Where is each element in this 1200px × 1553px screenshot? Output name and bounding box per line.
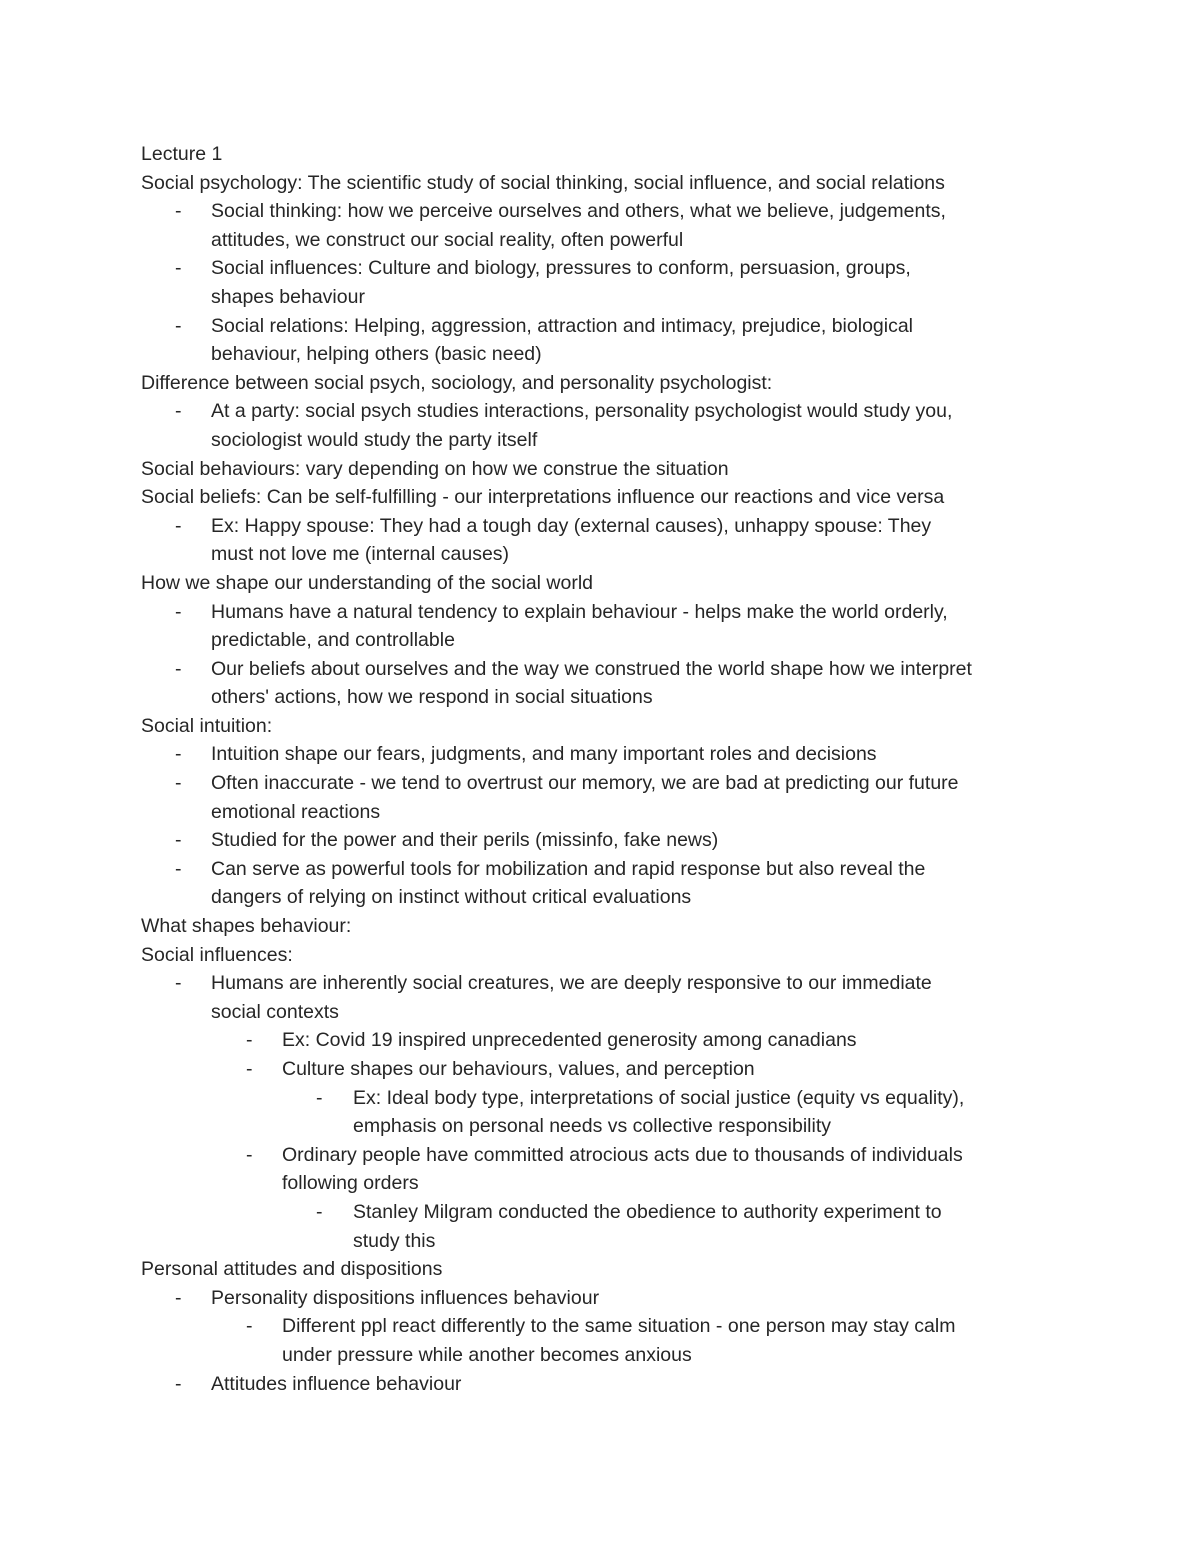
bullet-item-level-2: [141, 1026, 1061, 1055]
bullet-dash-icon: -: [175, 772, 182, 795]
bullet-dash-icon: -: [175, 857, 182, 880]
bullet-text-line: Ex: Covid 19 inspired unprecedented generosity among canadians: [282, 1029, 857, 1052]
bullet-item-level-1: [141, 740, 1061, 769]
bullet-text-line: must not love me (internal causes): [211, 543, 510, 566]
bullet-text-line: Different ppl react differently to the same situation - one person may stay calm: [282, 1315, 956, 1338]
bullet-dash-icon: -: [175, 600, 182, 623]
bullet-text-line: Ex: Happy spouse: They had a tough day (external causes), unhappy spouse: They: [211, 514, 932, 537]
bullet-text-line: dangers of relying on instinct without critical evaluations: [211, 886, 692, 909]
document-page: [141, 140, 1061, 1398]
bullet-text-line: behaviour, helping others (basic need): [211, 343, 542, 366]
bullet-item-level-1: [141, 769, 1061, 826]
bullet-item-level-1: [141, 312, 1061, 369]
bullet-dash-icon: -: [175, 400, 182, 423]
paragraph-line: Social intuition:: [141, 714, 273, 737]
bullet-text-line: Can serve as powerful tools for mobilization and rapid response but also reveal the: [211, 857, 926, 880]
bullet-dash-icon: -: [175, 314, 182, 337]
bullet-text-line: At a party: social psych studies interactions, personality psychologist would study you,: [211, 400, 953, 423]
bullet-dash-icon: -: [175, 200, 182, 223]
bullet-text-line: predictable, and controllable: [211, 629, 455, 652]
bullet-item-level-1: [141, 512, 1061, 569]
bullet-text-line: Social thinking: how we perceive ourselves and others, what we believe, judgements,: [211, 200, 946, 223]
bullet-dash-icon: -: [175, 514, 182, 537]
bullet-text-line: Ordinary people have committed atrocious acts due to thousands of individuals: [282, 1143, 963, 1166]
bullet-text-line: Social influences: Culture and biology, pressures to conform, persuasion, groups,: [211, 257, 911, 280]
bullet-text-line: others' actions, how we respond in social situations: [211, 686, 653, 709]
bullet-item-level-1: [141, 1370, 1061, 1399]
bullet-item-level-2: [141, 1141, 1061, 1198]
bullet-text-line: shapes behaviour: [211, 285, 365, 308]
paragraph-line: Social influences:: [141, 943, 293, 966]
bullet-item-level-1: [141, 855, 1061, 912]
bullet-dash-icon: -: [175, 1286, 182, 1309]
paragraph-line: What shapes behaviour:: [141, 915, 352, 938]
bullet-dash-icon: -: [175, 257, 182, 280]
bullet-item-level-1: [141, 826, 1061, 855]
bullet-item-level-1: [141, 197, 1061, 254]
paragraph-line: Personal attitudes and dispositions: [141, 1258, 443, 1281]
bullet-item-level-1: [141, 254, 1061, 311]
bullet-text-line: Our beliefs about ourselves and the way we construed the world shape how we interpret: [211, 657, 972, 680]
bullet-text-line: Intuition shape our fears, judgments, and many important roles and decisions: [211, 743, 877, 766]
bullet-dash-icon: -: [246, 1315, 253, 1338]
bullet-text-line: under pressure while another becomes anxious: [282, 1343, 692, 1366]
bullet-item-level-2: [141, 1312, 1061, 1369]
bullet-text-line: Personality dispositions influences behaviour: [211, 1286, 600, 1309]
bullet-text-line: Stanley Milgram conducted the obedience to authority experiment to: [353, 1200, 942, 1223]
bullet-text-line: Attitudes influence behaviour: [211, 1372, 462, 1395]
paragraph-line: Difference between social psych, sociology, and personality psychologist:: [141, 371, 773, 394]
paragraph-line: Social behaviours: vary depending on how we construe the situation: [141, 457, 729, 480]
bullet-dash-icon: -: [246, 1143, 253, 1166]
bullet-text-line: Humans are inherently social creatures, we are deeply responsive to our immediate: [211, 972, 932, 995]
bullet-dash-icon: -: [175, 829, 182, 852]
bullet-item-level-1: [141, 1284, 1061, 1313]
bullet-text-line: Humans have a natural tendency to explain behaviour - helps make the world orderly,: [211, 600, 948, 623]
lecture-title: Lecture 1: [141, 143, 223, 165]
bullet-item-level-2: [141, 1055, 1061, 1084]
bullet-dash-icon: -: [175, 972, 182, 995]
bullet-item-level-1: [141, 655, 1061, 712]
bullet-dash-icon: -: [175, 657, 182, 680]
bullet-text-line: Studied for the power and their perils (missinfo, fake news): [211, 829, 719, 852]
bullet-text-line: Ex: Ideal body type, interpretations of social justice (equity vs equality),: [353, 1086, 965, 1109]
bullet-dash-icon: -: [246, 1058, 253, 1080]
bullet-text-line: sociologist would study the party itself: [211, 428, 538, 451]
paragraph-line: How we shape our understanding of the social world: [141, 571, 594, 594]
bullet-text-line: Culture shapes our behaviours, values, and perception: [282, 1058, 755, 1080]
bullet-text-line: Often inaccurate - we tend to overtrust our memory, we are bad at predicting our future: [211, 772, 959, 795]
bullet-dash-icon: -: [175, 743, 182, 766]
bullet-dash-icon: -: [246, 1029, 253, 1052]
bullet-item-level-1: [141, 397, 1061, 454]
bullet-item-level-1: [141, 969, 1061, 1026]
bullet-text-line: emotional reactions: [211, 800, 381, 823]
bullet-text-line: study this: [353, 1229, 436, 1252]
bullet-item-level-1: [141, 598, 1061, 655]
bullet-dash-icon: -: [316, 1086, 323, 1109]
bullet-item-level-3: [141, 1198, 1061, 1255]
bullet-text-line: Social relations: Helping, aggression, attraction and intimacy, prejudice, biological: [211, 314, 914, 337]
bullet-text-line: following orders: [282, 1172, 419, 1195]
bullet-dash-icon: -: [175, 1372, 182, 1395]
bullet-text-line: social contexts: [211, 1000, 339, 1023]
bullet-text-line: emphasis on personal needs vs collective responsibility: [353, 1115, 831, 1138]
paragraph-line: Social beliefs: Can be self-fulfilling - our interpretations influence our reactions and vice versa: [141, 486, 945, 509]
paragraph-line: Social psychology: The scientific study of social thinking, social influence, and social relations: [141, 171, 945, 194]
bullet-item-level-3: [141, 1084, 1061, 1141]
bullet-dash-icon: -: [316, 1200, 323, 1223]
bullet-text-line: attitudes, we construct our social reality, often powerful: [211, 228, 684, 251]
